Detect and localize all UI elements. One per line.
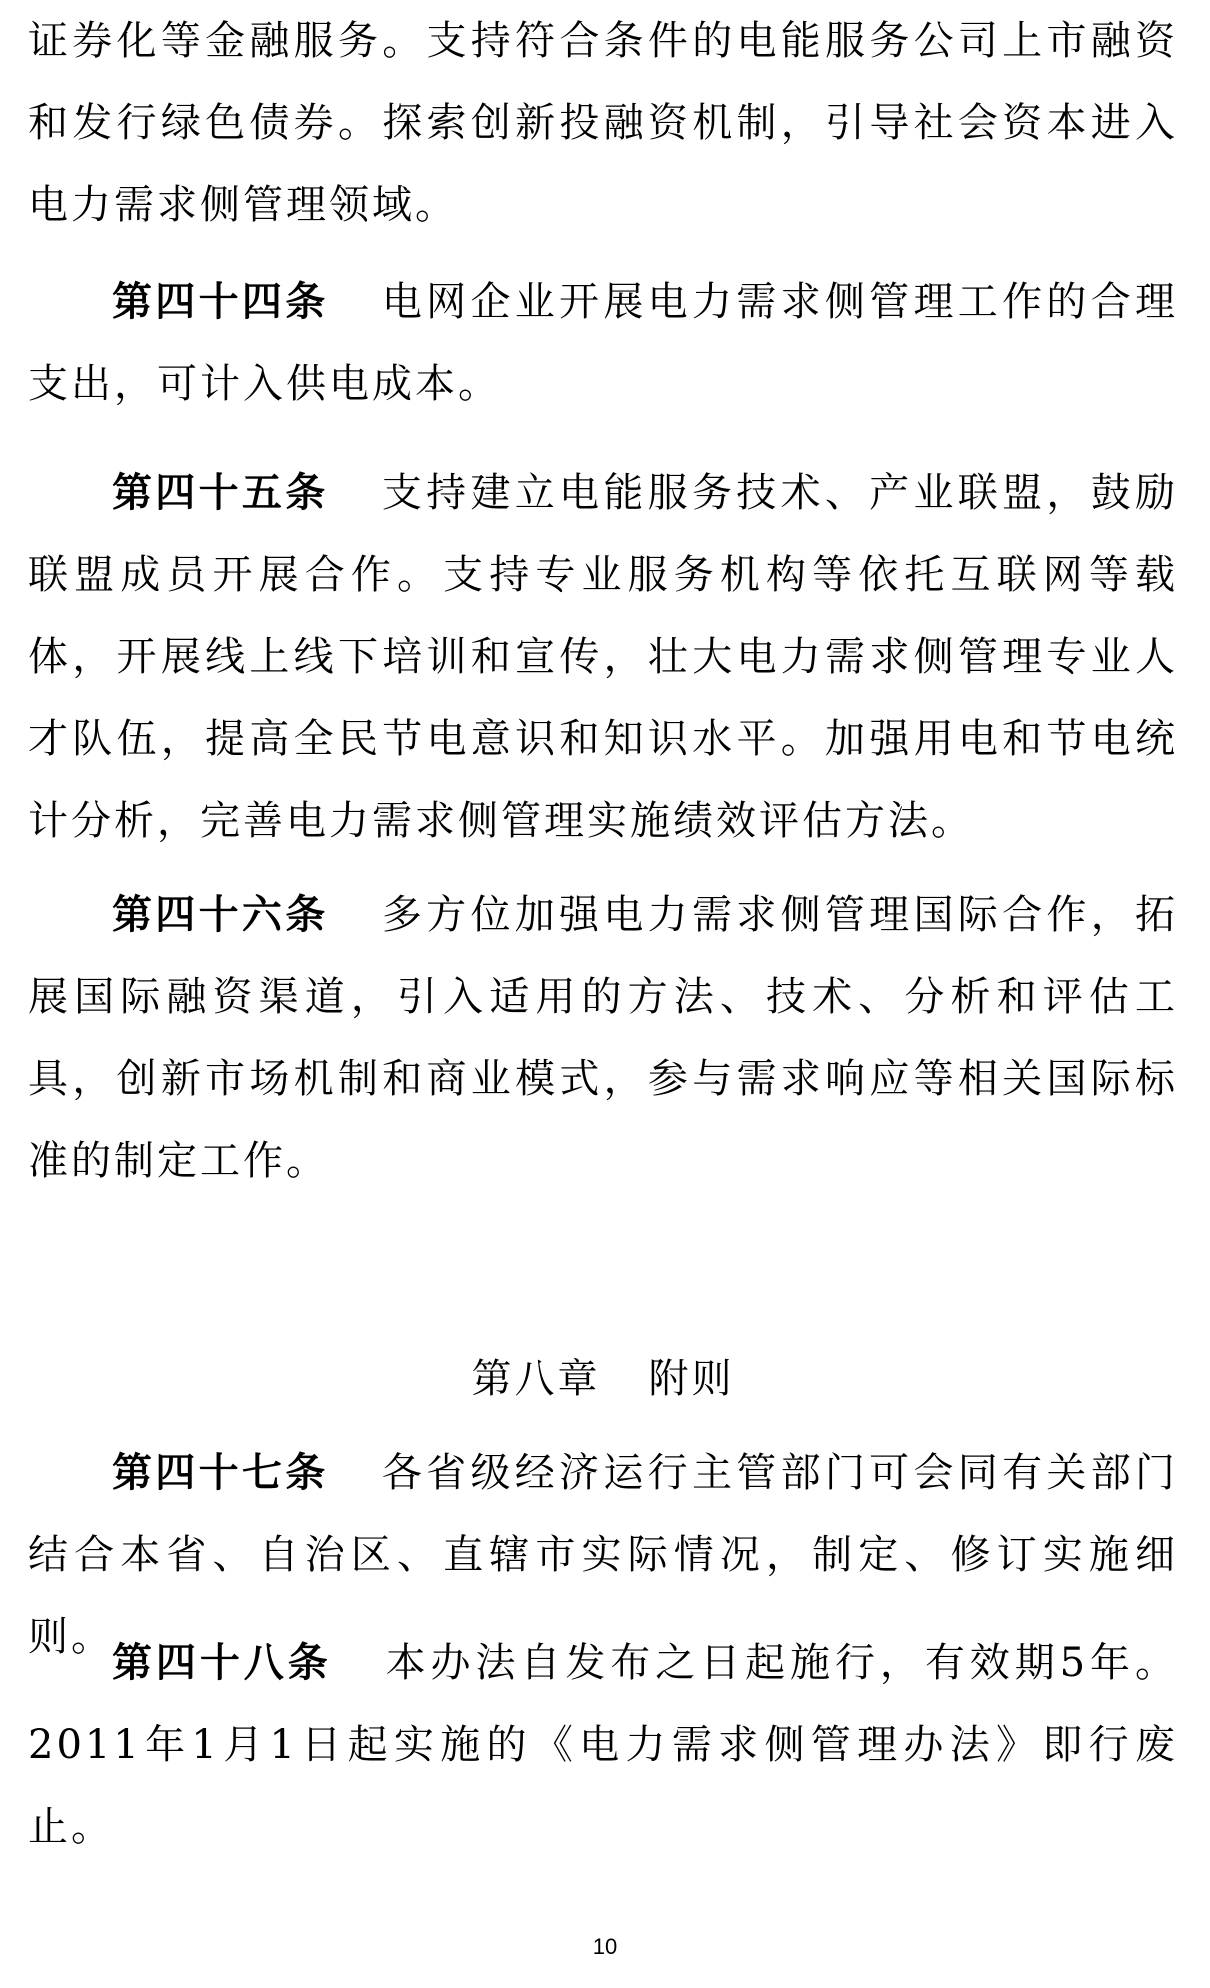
paragraph-continuation: 证券化等金融服务。支持符合条件的电能服务公司上市融资和发行绿色债券。探索创新投融资机制，引导社会资本进入电力需求侧管理领域。 [28,18,1178,228]
article-48-text: 本办法自发布之日起施行，有效期5年。2011年1月1日起实施的《电力需求侧管理办法》即行废止。 [28,1640,1178,1850]
article-48-number: 第四十八条 [112,1640,332,1686]
article-46-number: 第四十六条 [112,892,329,938]
article-44-text: 电网企业开展电力需求侧管理工作的合理支出，可计入供电成本。 [28,279,1179,407]
chapter-title: 附则 [648,1356,735,1402]
article-44-number: 第四十四条 [112,279,329,325]
article-45-number: 第四十五条 [112,470,329,516]
chapter-heading [28,1338,1178,1420]
article-45 [28,452,1178,862]
article-48 [28,1622,1178,1868]
article-47-number: 第四十七条 [112,1450,329,1496]
article-45-text: 支持建立电能服务技术、产业联盟，鼓励联盟成员开展合作。支持专业服务机构等依托互联网等载体，开展线上线下培训和宣传，壮大电力需求侧管理专业人才队伍，提高全民节电意识和知识水平。加强用电和节电统计分析，完善电力需求侧管理实施绩效评估方法。 [28,470,1179,844]
article-46-text: 多方位加强电力需求侧管理国际合作，拓展国际融资渠道，引入适用的方法、技术、分析和评估工具，创新市场机制和商业模式，参与需求响应等相关国际标准的制定工作。 [28,892,1179,1184]
article-46 [28,874,1178,1202]
article-47-text: 各省级经济运行主管部门可会同有关部门结合本省、自治区、直辖市实际情况，制定、修订实施细则。 [28,1450,1179,1660]
article-44 [28,261,1178,425]
page-number: 10 [592,1934,618,1959]
chapter-number: 第八章 [471,1356,601,1402]
